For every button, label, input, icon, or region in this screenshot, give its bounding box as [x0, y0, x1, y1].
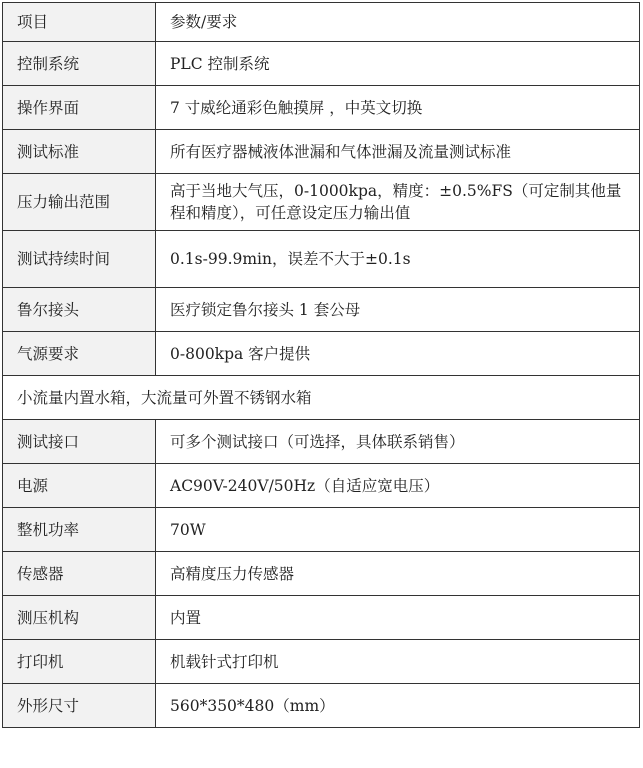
table-row [3, 640, 640, 684]
row-value: 高于当地大气压，0-1000kpa，精度：±0.5%FS（可定制其他量程和精度），可任意设定压力输出值 [156, 174, 640, 231]
table-row [3, 684, 640, 728]
table-row [3, 86, 640, 130]
table-header-row [3, 3, 640, 42]
row-label: 操作界面 [3, 86, 156, 130]
row-value: 所有医疗器械液体泄漏和气体泄漏及流量测试标准 [156, 130, 640, 174]
row-value: 560*350*480（mm） [156, 684, 640, 728]
table-row [3, 288, 640, 332]
row-value: 7 寸威纶通彩色触摸屏 ，中英文切换 [156, 86, 640, 130]
table-row [3, 130, 640, 174]
row-value: 高精度压力传感器 [156, 552, 640, 596]
row-value: 机载针式打印机 [156, 640, 640, 684]
spec-table [2, 2, 640, 728]
row-value: 可多个测试接口（可选择，具体联系销售） [156, 420, 640, 464]
row-value: PLC 控制系统 [156, 42, 640, 86]
row-label: 气源要求 [3, 332, 156, 376]
row-label: 测试持续时间 [3, 231, 156, 288]
row-value: 70W [156, 508, 640, 552]
row-value: 医疗锁定鲁尔接头 1 套公母 [156, 288, 640, 332]
table-row [3, 552, 640, 596]
row-label: 整机功率 [3, 508, 156, 552]
row-label: 测试标准 [3, 130, 156, 174]
row-label: 测试接口 [3, 420, 156, 464]
row-value: 0.1s-99.9min，误差不大于±0.1s [156, 231, 640, 288]
header-value: 参数/要求 [156, 3, 640, 42]
table-row [3, 174, 640, 231]
row-value: AC90V-240V/50Hz（自适应宽电压） [156, 464, 640, 508]
row-label: 压力输出范围 [3, 174, 156, 231]
table-row [3, 332, 640, 376]
row-value: 内置 [156, 596, 640, 640]
table-row [3, 596, 640, 640]
row-label: 打印机 [3, 640, 156, 684]
row-label: 传感器 [3, 552, 156, 596]
row-label: 控制系统 [3, 42, 156, 86]
table-row [3, 508, 640, 552]
table-row [3, 464, 640, 508]
row-label: 测压机构 [3, 596, 156, 640]
table-row [3, 42, 640, 86]
table-full-row [3, 376, 640, 420]
full-row-text: 小流量内置水箱，大流量可外置不锈钢水箱 [3, 376, 640, 420]
header-label: 项目 [3, 3, 156, 42]
row-value: 0-800kpa 客户提供 [156, 332, 640, 376]
table-row [3, 420, 640, 464]
row-label: 鲁尔接头 [3, 288, 156, 332]
row-label: 外形尺寸 [3, 684, 156, 728]
table-row [3, 231, 640, 288]
row-label: 电源 [3, 464, 156, 508]
